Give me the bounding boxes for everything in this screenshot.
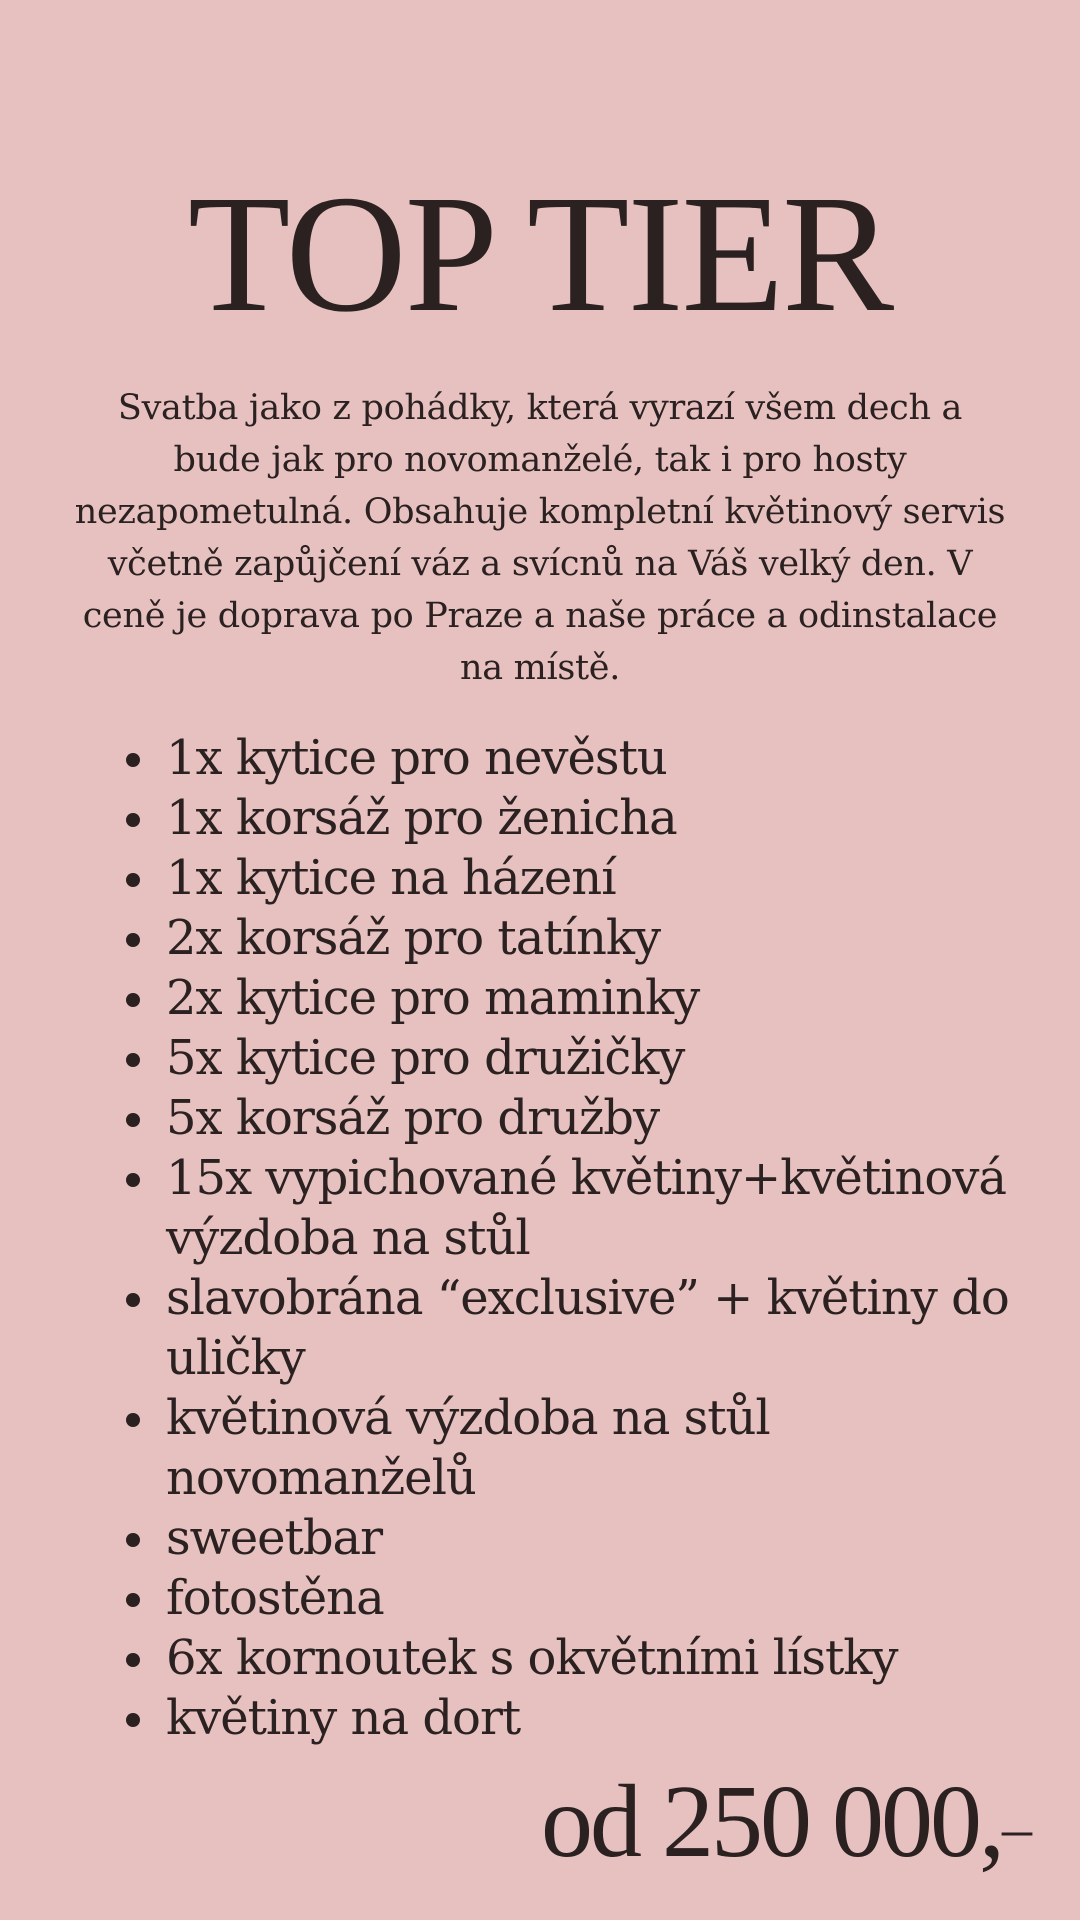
package-description: Svatba jako z pohádky, která vyrazí všem dech a bude jak pro novomanželé, tak i pro hosty nezapometulná. Obsahuje kompletní květinový servis včetně zapůjčení váz a svícnů na Váš velký den. V ceně je doprava po Praze a naše práce a odinstalace na místě. bbox=[74, 388, 1006, 688]
list-item: 1x kytice pro nevěstu bbox=[0, 728, 1080, 788]
list-item: květinová výzdoba na stůl novomanželů bbox=[0, 1388, 1080, 1508]
list-item: 5x kytice pro družičky bbox=[0, 1028, 1080, 1088]
list-item: sweetbar bbox=[0, 1508, 1080, 1568]
price-label bbox=[541, 1764, 1032, 1879]
list-item: 15x vypichované květiny+květinová výzdoba na stůl bbox=[0, 1148, 1080, 1268]
list-item: květiny na dort bbox=[0, 1688, 1080, 1748]
list-item: 2x korsáž pro tatínky bbox=[0, 908, 1080, 968]
list-item: 1x kytice na házení bbox=[0, 848, 1080, 908]
list-item: fotostěna bbox=[0, 1568, 1080, 1628]
included-items-list bbox=[0, 728, 1080, 1748]
page-title: TOP TIER bbox=[187, 161, 893, 347]
list-item: 2x kytice pro maminky bbox=[0, 968, 1080, 1028]
list-item: 1x korsáž pro ženicha bbox=[0, 788, 1080, 848]
list-item: slavobrána “exclusive” + květiny do uličky bbox=[0, 1268, 1080, 1388]
list-item: 6x kornoutek s okvětními lístky bbox=[0, 1628, 1080, 1688]
price-amount: od 250 000, bbox=[541, 1764, 1002, 1879]
price-suffix: – bbox=[1002, 1795, 1032, 1861]
list-item: 5x korsáž pro družby bbox=[0, 1088, 1080, 1148]
